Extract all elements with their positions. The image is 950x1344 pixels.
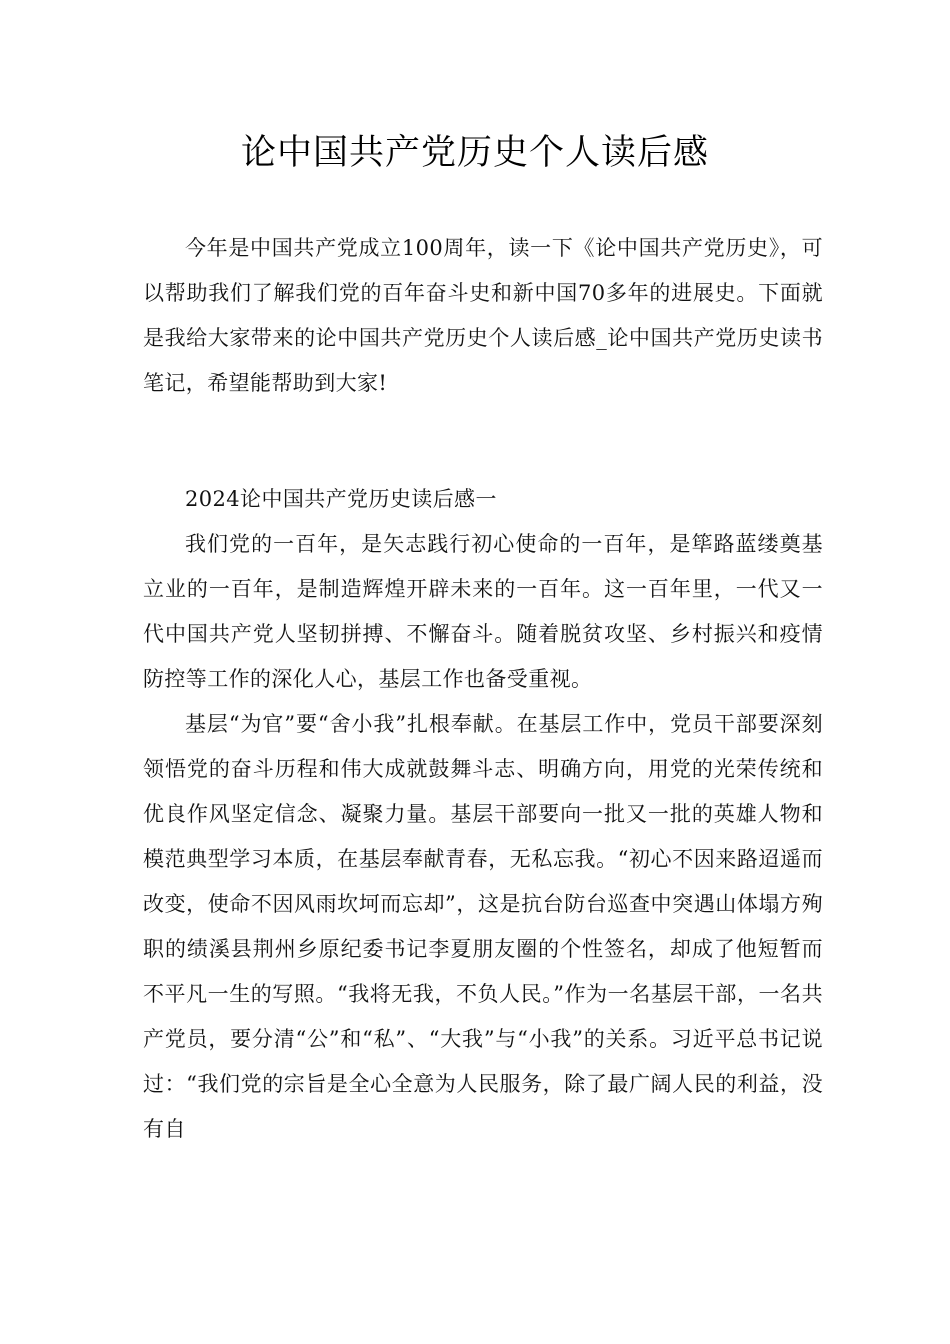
section-heading: 2024论中国共产党历史读后感一: [185, 487, 497, 511]
body-paragraph-2: 基层“为官”要“舍小我”扎根奉献。在基层工作中，党员干部要深刻领悟党的奋斗历程和伟大成就鼓舞斗志、明确方向，用党的光荣传统和优良作风坚定信念、凝聚力量。基层干部要向一批又一批的英雄人物和模范典型学习本质，在基层奉献青春，无私忘我。“初心不因来路迢遥而改变，使命不因风雨坎坷而忘却”，这是抗台防台巡查中突遇山体塌方殉职的绩溪县荆州乡原纪委书记李夏朋友圈的个性签名，却成了他短暂而不平凡一生的写照。“我将无我，不负人民。”作为一名基层干部，一名共产党员，要分清“公”和“私”、“大我”与“小我”的关系。习近平总书记说过：“我们党的宗旨是全心全意为人民服务，除了最广阔人民的利益，没有自: [143, 712, 823, 1141]
document-title: 论中国共产党历史个人读后感: [240, 133, 709, 173]
intro-paragraph: 今年是中国共产党成立100周年，读一下《论中国共产党历史》，可以帮助我们了解我们党的百年奋斗史和新中国70多年的进展史。下面就是我给大家带来的论中国共产党历史个人读后感_论中国共产党历史读书笔记，希望能帮助到大家!: [143, 236, 823, 395]
intro-block: [143, 226, 823, 406]
article-section: [143, 477, 823, 1152]
body-paragraph-1: 我们党的一百年，是矢志践行初心使命的一百年，是筚路蓝缕奠基立业的一百年，是制造辉煌开辟未来的一百年。这一百年里，一代又一代中国共产党人坚韧拼搏、不懈奋斗。随着脱贫攻坚、乡村振兴和疫情防控等工作的深化人心，基层工作也备受重视。: [143, 532, 823, 691]
